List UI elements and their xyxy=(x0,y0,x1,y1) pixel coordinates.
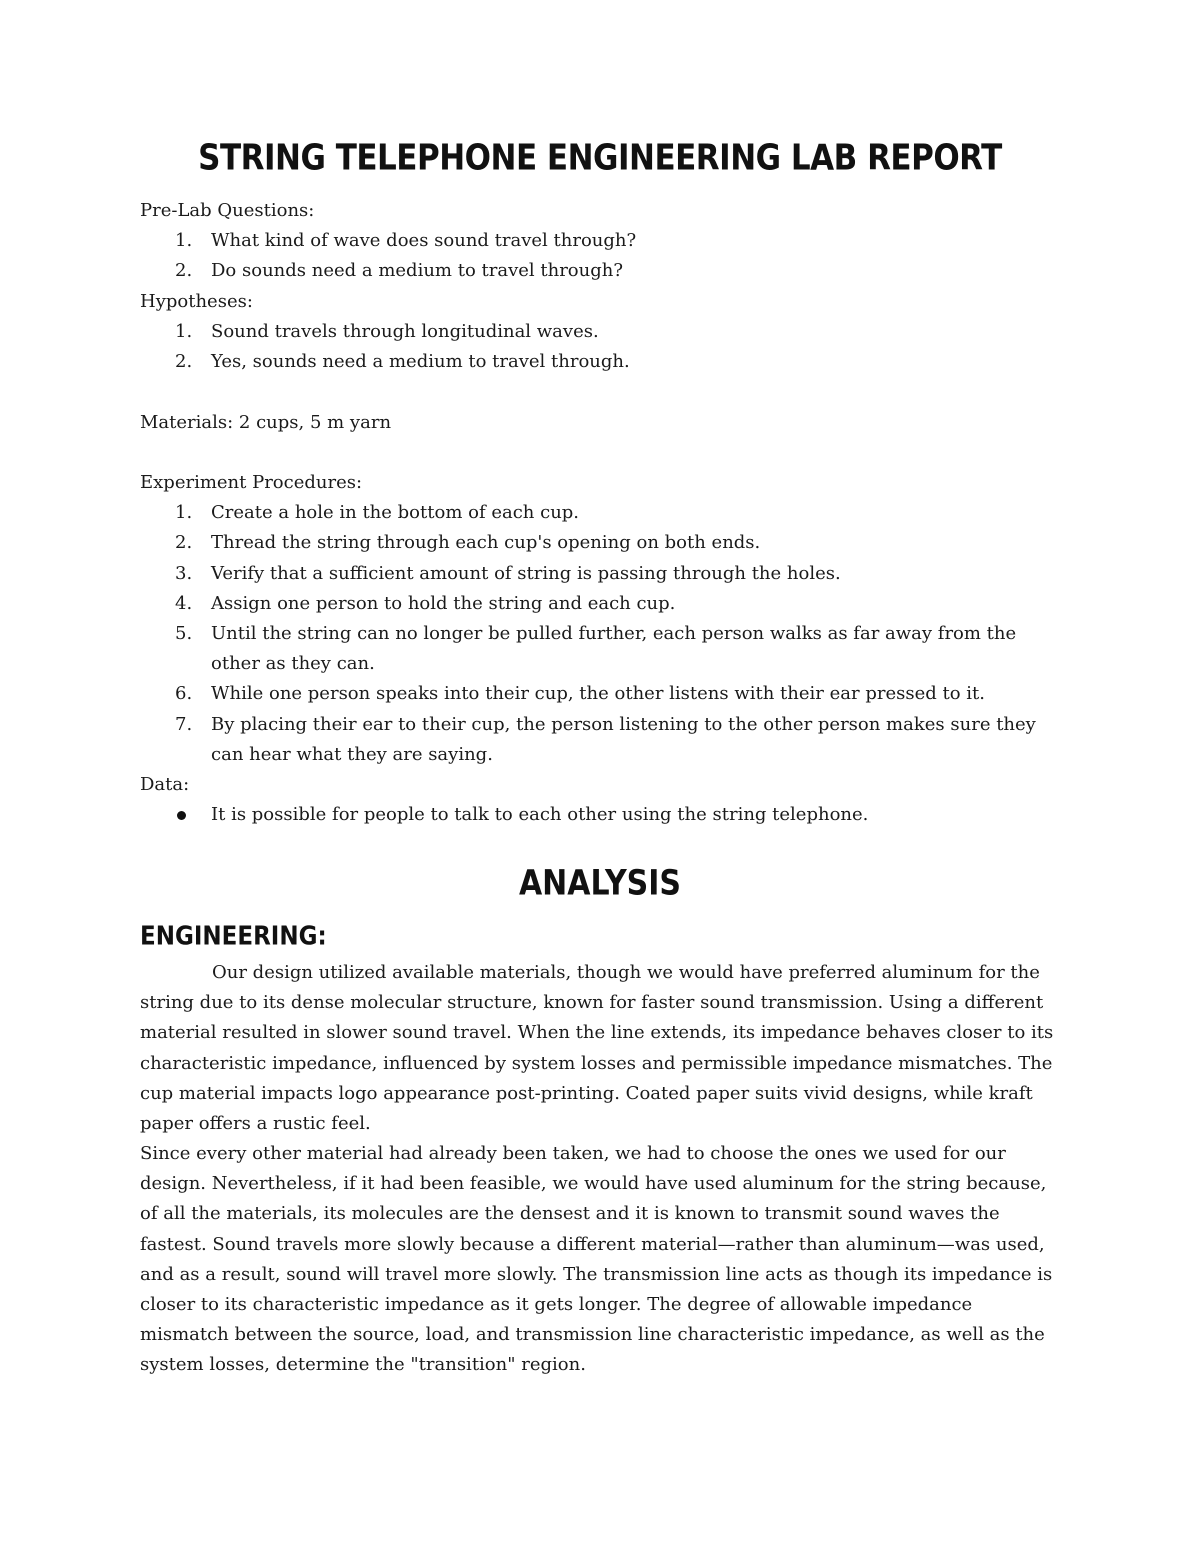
list-number: 1. xyxy=(175,230,193,252)
list-item xyxy=(140,256,1060,286)
list-item xyxy=(140,347,1060,377)
materials-text: Materials: 2 cups, 5 m yarn xyxy=(140,412,392,433)
list-number: 4. xyxy=(175,592,193,614)
bullet-icon xyxy=(177,811,186,820)
paragraph-text: Since every other material had already been taken, we had to choose the ones we used for our design. Nevertheless, if it had been feasible, we would have used aluminum for the string because, of all the materials, its molecules are the densest and it is known to transmit sound waves the fastest. Sound travels more slowly because a different material—rather than aluminum—was used, and as a result, sound will travel more slowly. The transmission line acts as though its impedance is closer to its characteristic impedance as it gets longer. The degree of allowable impedance mismatch between the source, load, and transmission line characteristic impedance, as well as the system losses, determine the "transition" region. xyxy=(140,1143,1053,1376)
list-number: 6. xyxy=(175,683,193,705)
list-item xyxy=(140,317,1060,347)
list-item-text: Until the string can no longer be pulled further, each person walks as far away from the other as they can. xyxy=(211,623,1017,675)
list-item-text: While one person speaks into their cup, the other listens with their ear pressed to it. xyxy=(211,683,985,705)
bullet-item-text: It is possible for people to talk to each other using the string telephone. xyxy=(211,804,869,826)
list-item xyxy=(140,226,1060,256)
list-number: 2. xyxy=(175,532,193,554)
list-number: 5. xyxy=(175,623,193,644)
list-number: 7. xyxy=(175,713,193,735)
list-item-text: What kind of wave does sound travel through? xyxy=(211,230,637,252)
list-number: 2. xyxy=(175,260,193,282)
prelab-label: Pre-Lab Questions: xyxy=(140,200,315,221)
list-item-text: Sound travels through longitudinal waves. xyxy=(211,321,599,343)
list-item xyxy=(140,619,1060,679)
analysis-heading: ANALYSIS xyxy=(518,863,682,904)
list-item-text: By placing their ear to their cup, the person listening to the other person makes sure they can hear what they are saying. xyxy=(211,713,1036,765)
prelab-section xyxy=(140,196,1060,287)
list-item xyxy=(140,589,1060,619)
list-number: 1. xyxy=(175,502,193,524)
analysis-paragraph-2 xyxy=(140,1139,1060,1381)
list-item-text: Thread the string through each cup's opening on both ends. xyxy=(211,532,761,554)
bullet-item xyxy=(140,800,1060,830)
list-item-text: Do sounds need a medium to travel through? xyxy=(211,260,623,282)
list-item xyxy=(140,498,1060,528)
paragraph-text: Our design utilized available materials, though we would have preferred aluminum for the string due to its dense molecular structure, known for faster sound transmission. Using a different material resulted in slower sound travel. When the line extends, its impedance behaves closer to its characteristic impedance, influenced by system losses and permissible impedance mismatches. The cup material impacts logo appearance post-printing. Coated paper suits vivid designs, while kraft paper offers a rustic feel. xyxy=(140,962,1054,1135)
materials-section xyxy=(140,408,1060,438)
analysis-paragraph-1 xyxy=(140,958,1060,1139)
hypotheses-label: Hypotheses: xyxy=(140,291,253,312)
data-label: Data: xyxy=(140,774,190,796)
engineering-subheading: ENGINEERING: xyxy=(140,922,327,952)
list-number: 2. xyxy=(175,351,193,373)
list-item xyxy=(140,679,1060,709)
list-item xyxy=(140,710,1060,770)
list-item xyxy=(140,559,1060,589)
procedures-section xyxy=(140,468,1060,830)
list-number: 1. xyxy=(175,321,193,343)
list-number: 3. xyxy=(175,562,193,584)
list-item-text: Yes, sounds need a medium to travel through. xyxy=(211,351,630,373)
list-item xyxy=(140,528,1060,558)
list-item-text: Create a hole in the bottom of each cup. xyxy=(211,502,580,524)
list-item-text: Assign one person to hold the string and each cup. xyxy=(211,592,676,614)
procedures-label: Experiment Procedures: xyxy=(140,472,363,493)
hypotheses-section xyxy=(140,287,1060,378)
report-title: STRING TELEPHONE ENGINEERING LAB REPORT xyxy=(198,137,1002,179)
list-item-text: Verify that a sufficient amount of string is passing through the holes. xyxy=(211,562,841,584)
